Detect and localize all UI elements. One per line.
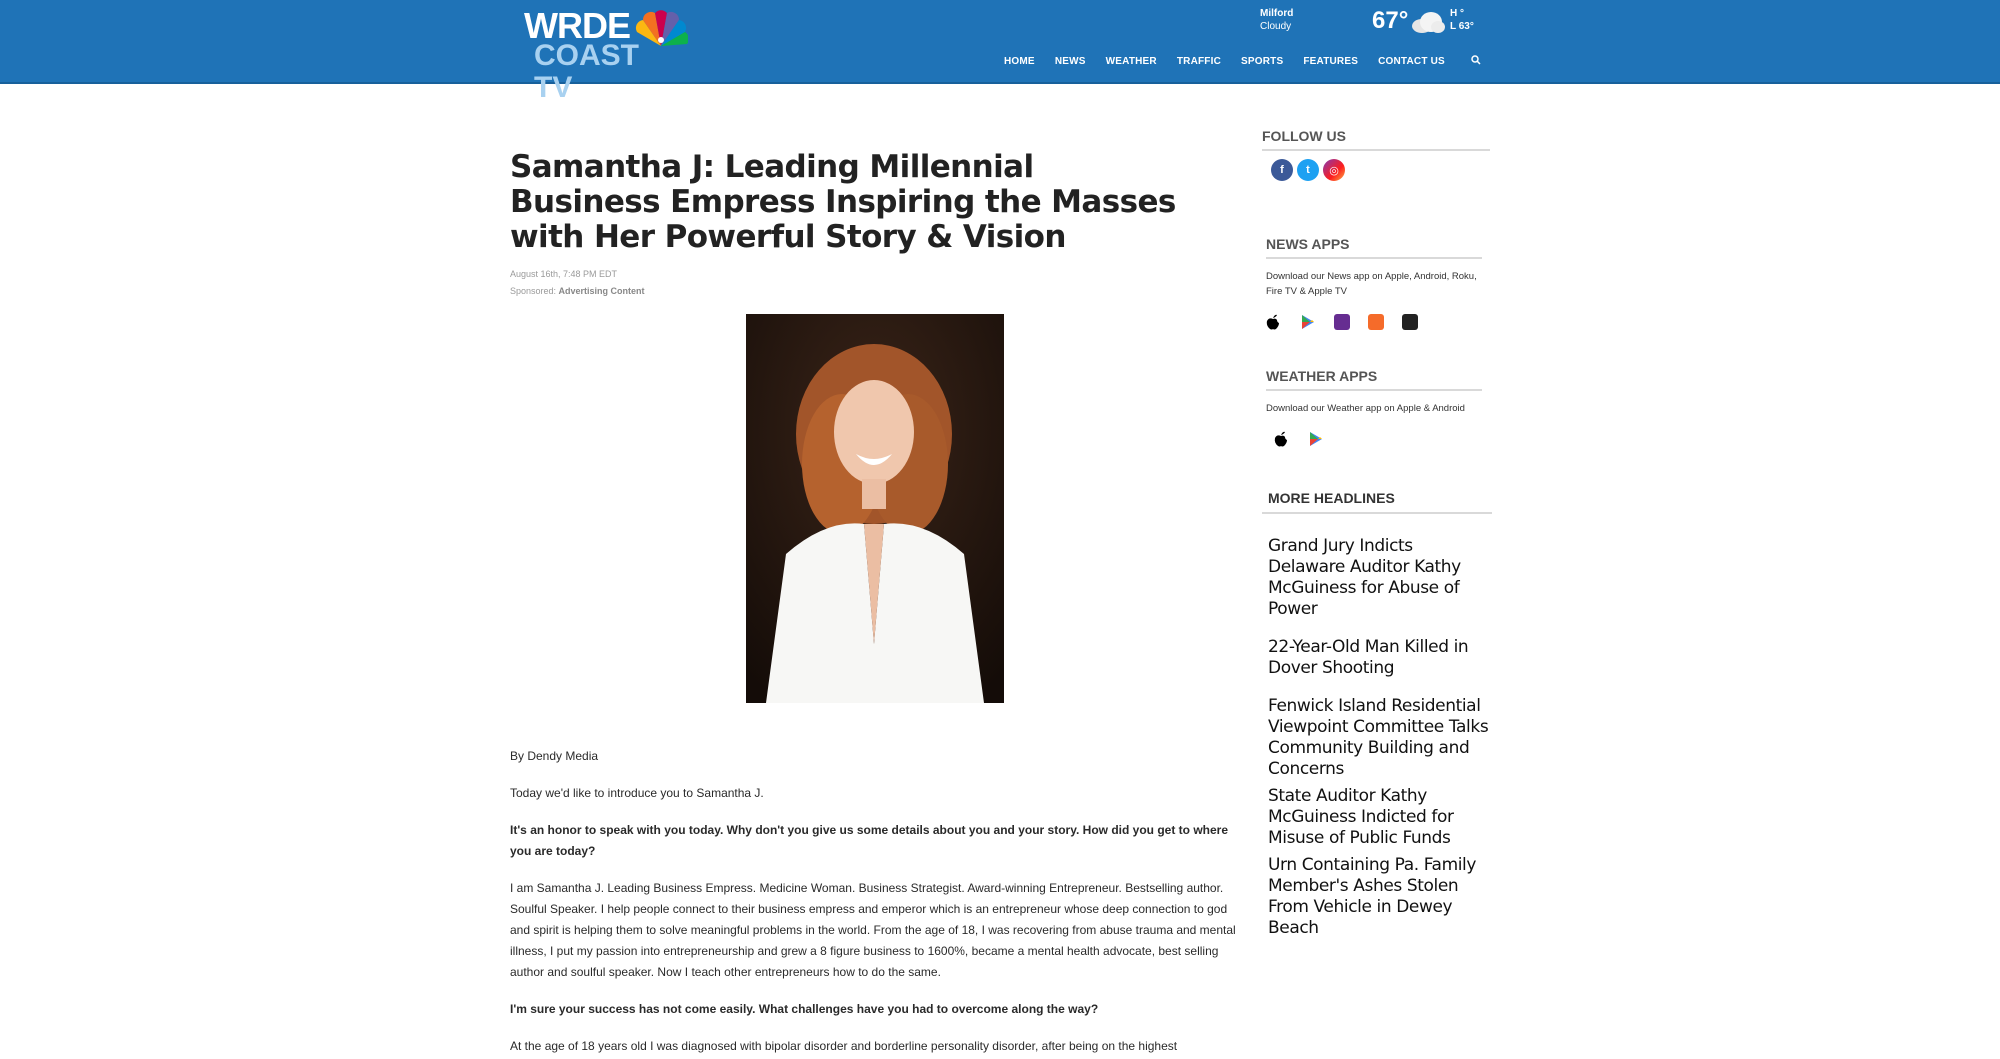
- roku-icon[interactable]: [1334, 311, 1368, 333]
- weather-apps-desc: Download our Weather app on Apple & Android: [1266, 403, 1465, 414]
- twitter-icon[interactable]: t: [1297, 159, 1319, 181]
- headline-link[interactable]: 22-Year-Old Man Killed in Dover Shooting: [1268, 637, 1469, 678]
- site-logo[interactable]: [524, 5, 684, 104]
- nav-weather[interactable]: WEATHER: [1105, 55, 1157, 67]
- cloud-icon: [1410, 10, 1446, 34]
- nav-traffic[interactable]: TRAFFIC: [1176, 55, 1222, 67]
- weather-high: H °: [1450, 8, 1464, 19]
- weather-widget[interactable]: [1260, 8, 1480, 38]
- peacock-icon: [634, 10, 688, 50]
- more-headlines-list: [1268, 536, 1494, 939]
- answer-1: I am Samantha J. Leading Business Empress. Medicine Woman. Business Strategist. Award-winning Entrepreneur. Bestselling author. Soulful Speaker. I help people connect to their business empress and emperor which is an entrepreneur whose deep connection to god and spirit is helping them to solve meaningful problems in the world. From the age of 18, I was recovering from abuse trauma and mental illness, I put my passion into entrepreneurship and grew a 8 figure business to 1600%, became a mental health advocate, best selling author and soulful speaker. Now I teach other entrepreneurs how to do the same.: [510, 881, 1236, 979]
- portrait-image: [746, 314, 1004, 703]
- weather-apps-title: WEATHER APPS: [1266, 368, 1482, 391]
- answer-2: At the age of 18 years old I was diagnosed with bipolar disorder and borderline personality disorder, after being on the highest: [510, 1039, 1178, 1053]
- nav-features[interactable]: FEATURES: [1303, 55, 1359, 67]
- headline-link[interactable]: Fenwick Island Residential Viewpoint Committee Talks Community Building and Concerns: [1268, 696, 1489, 779]
- weather-city: Milford: [1260, 8, 1294, 19]
- apple-tv-icon[interactable]: [1402, 311, 1436, 333]
- logo-line1: WRDE: [524, 5, 630, 46]
- headline-link[interactable]: Urn Containing Pa. Family Member's Ashes Stolen From Vehicle in Dewey Beach: [1268, 855, 1477, 938]
- fire-tv-icon[interactable]: [1368, 311, 1402, 333]
- news-apps-desc: Download our News app on Apple, Android, Roku, Fire TV & Apple TV: [1266, 271, 1477, 297]
- instagram-icon[interactable]: ◎: [1323, 159, 1345, 181]
- weather-low: L 63°: [1450, 21, 1474, 32]
- logo-line2: COAST TV: [534, 39, 639, 104]
- question-1: It's an honor to speak with you today. Why don't you give us some details about you and your story. How did you get to where you are today?: [510, 823, 1228, 858]
- article-photo: [746, 314, 1004, 703]
- article: [510, 149, 1240, 1053]
- article-title: Samantha J: Leading Millennial Business Empress Inspiring the Masses with Her Powerful Story & Vision: [510, 149, 1176, 255]
- nav-home[interactable]: HOME: [1004, 55, 1035, 67]
- article-body: [510, 746, 1240, 1059]
- main-nav: [1004, 54, 1481, 68]
- site-header: [0, 0, 2000, 104]
- nav-news[interactable]: NEWS: [1054, 55, 1086, 67]
- sponsored-prefix: Sponsored:: [510, 286, 559, 296]
- google-play-icon[interactable]: [1308, 428, 1342, 450]
- search-icon[interactable]: [1471, 55, 1481, 68]
- nav-sports[interactable]: SPORTS: [1241, 55, 1284, 67]
- weather-apps-section: [1266, 368, 1482, 450]
- headline-link[interactable]: State Auditor Kathy McGuiness Indicted for Misuse of Public Funds: [1268, 786, 1454, 848]
- article-intro: Today we'd like to introduce you to Samantha J.: [510, 786, 764, 800]
- question-2: I'm sure your success has not come easily. What challenges have you had to overcome along the way?: [510, 1002, 1099, 1016]
- apple-icon[interactable]: [1266, 311, 1300, 333]
- article-byline: By Dendy Media: [510, 749, 599, 763]
- headline-link[interactable]: Grand Jury Indicts Delaware Auditor Kathy McGuiness for Abuse of Power: [1268, 536, 1461, 619]
- sidebar: [1262, 128, 1490, 938]
- news-apps-title: NEWS APPS: [1266, 236, 1482, 259]
- follow-us-title: FOLLOW US: [1262, 128, 1490, 151]
- social-links: [1271, 159, 1490, 181]
- weather-temp: 67°: [1372, 7, 1409, 34]
- sponsored-value: Advertising Content: [558, 286, 645, 296]
- weather-condition: Cloudy: [1260, 21, 1292, 32]
- more-headlines-title: MORE HEADLINES: [1262, 490, 1492, 514]
- apple-icon[interactable]: [1274, 428, 1308, 450]
- weather-app-icons: [1274, 428, 1482, 450]
- news-apps-section: [1266, 236, 1482, 333]
- sponsored-label: [510, 286, 1240, 296]
- google-play-icon[interactable]: [1300, 311, 1334, 333]
- nav-contact-us[interactable]: CONTACT US: [1378, 55, 1445, 67]
- article-date: August 16th, 7:48 PM EDT: [510, 269, 618, 279]
- news-app-icons: [1266, 311, 1482, 333]
- facebook-icon[interactable]: f: [1271, 159, 1293, 181]
